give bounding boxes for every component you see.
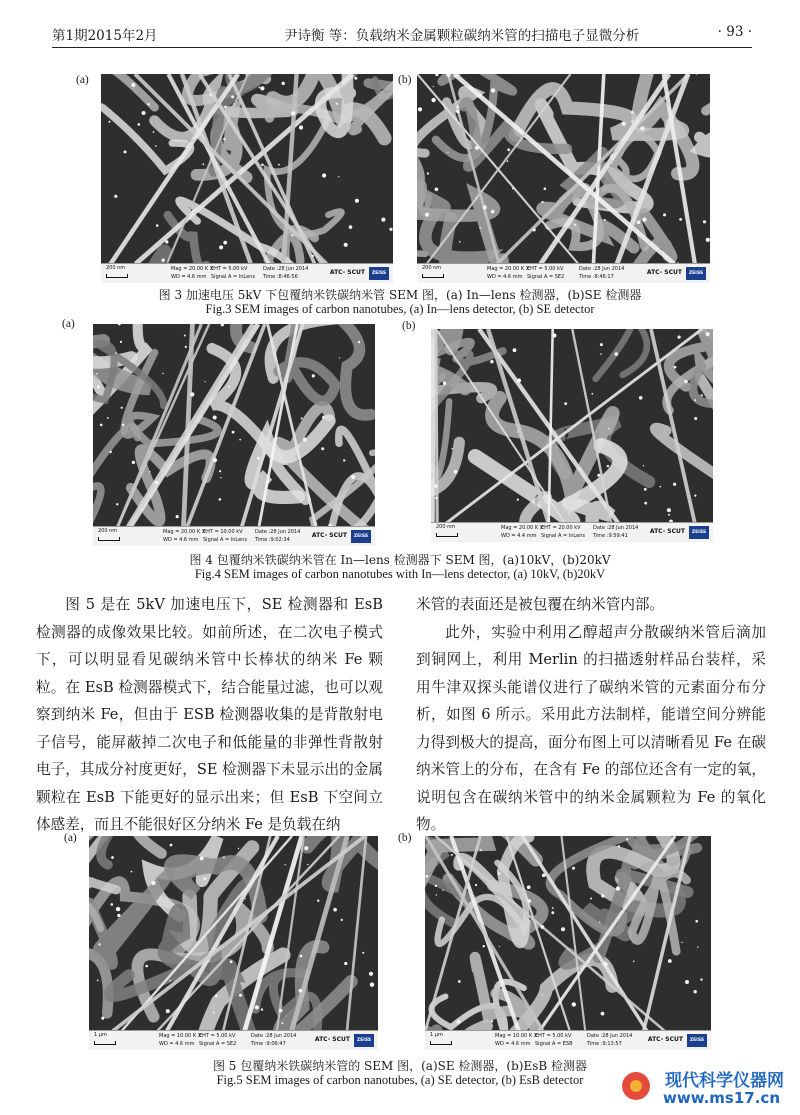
sem-signal: Signal A = InLens	[211, 274, 255, 280]
sem-date: Date :28 Jun 2014	[579, 266, 625, 272]
sem-brand: ZEISS	[686, 267, 706, 280]
sem-data-bar	[417, 263, 710, 283]
scale-bar	[430, 1041, 452, 1045]
sem-mag: Mag = 20.00 K X	[171, 266, 214, 272]
scale-bar	[422, 274, 444, 278]
sem-brand: ZEISS	[689, 526, 709, 539]
sem-signal: Signal A = InLens	[541, 533, 585, 539]
sem-scale: 200 nm	[422, 265, 442, 271]
watermark-url: www.ms17.cn	[662, 1089, 780, 1107]
sem-date: Date :28 Jun 2014	[251, 1033, 297, 1039]
watermark-name: 现代科学仪器网	[665, 1071, 784, 1091]
running-header	[52, 22, 752, 46]
sem-data-bar	[425, 1030, 711, 1050]
sem-brand: ZEISS	[354, 1034, 374, 1047]
sem-data-bar	[89, 1030, 378, 1050]
sem-org: ATC- SCUT	[646, 269, 682, 276]
sem-mag: Mag = 20.00 K X	[163, 529, 206, 535]
sem-signal: Signal A = SE2	[527, 274, 565, 280]
fig5-caption-en: Fig.5 SEM images of carbon nanotubes, (a) SE detector, (b) EsB detector	[216, 1073, 584, 1087]
body-left-column: 图 5 是在 5kV 加速电压下，SE 检测器和 EsB 检测器的成像效果比较。如前所述，在二次电子模式下，可以明显看见碳纳米管中长棒状的纳米 Fe 颗粒。在 EsB 检测器模式下，结合能量过滤，也可以观察到纳米 Fe，但由于 ESB 检测器收集的是背散射电子信号，能屏蔽掉二次电子和低能量的非弹性背散射电子，其成分衬度更好，SE 检测器下未显示出的金属颗粒在 EsB 下能更好的显示出来；但 EsB 下空间立体感差，而且不能很好区分纳米 Fe 是负载在纳	[36, 596, 383, 833]
sem-brand: ZEISS	[369, 267, 389, 280]
sem-scale: 200 nm	[98, 528, 118, 534]
sem-signal: Signal A = ESB	[535, 1041, 573, 1047]
sem-mag: Mag = 20.00 K X	[501, 525, 544, 531]
sem-eht: EHT = 5.00 kV	[211, 266, 248, 272]
sem-time: Time :9:59:41	[593, 533, 628, 539]
sem-wd: WD = 4.6 mm	[159, 1041, 195, 1047]
sem-date: Date :28 Jun 2014	[263, 266, 309, 272]
sem-eht: EHT = 5.00 kV	[527, 266, 564, 272]
scale-bar	[94, 1041, 116, 1045]
fig5-label-a: (a)	[64, 832, 77, 844]
sem-date: Date :28 Jun 2014	[587, 1033, 633, 1039]
fig4-label-b: (b)	[402, 320, 416, 332]
fig4-caption-en: Fig.4 SEM images of carbon nanotubes with In—lens detector, (a) 10kV, (b)20kV	[194, 567, 606, 581]
fig4-micrograph-a	[93, 324, 375, 546]
sem-eht: EHT = 10.00 kV	[203, 529, 243, 535]
sem-wd: WD = 4.6 mm	[495, 1041, 531, 1047]
sem-signal: Signal A = InLens	[203, 537, 247, 543]
sem-brand: ZEISS	[351, 530, 371, 543]
fig4-micrograph-b	[431, 329, 713, 542]
scale-bar	[98, 537, 120, 541]
fig5-caption-cn: 图 5 包覆纳米铁碳纳米管的 SEM 图，(a)SE 检测器，(b)EsB 检测器	[212, 1059, 588, 1073]
page-number: · 93 ·	[717, 24, 752, 40]
fig3-micrograph-a	[101, 74, 393, 283]
body-right-paragraph-1: 米管的表面还是被包覆在纳米管内部。	[416, 596, 665, 613]
sem-eht: EHT = 20.00 kV	[541, 525, 581, 531]
site-watermark	[622, 1066, 792, 1110]
sem-eht: EHT = 5.00 kV	[535, 1033, 572, 1039]
sem-scale: 200 nm	[436, 524, 456, 530]
sem-time: Time :8:46:17	[579, 274, 614, 280]
fig3-label-b: (b)	[398, 74, 412, 86]
watermark-logo-icon	[622, 1072, 650, 1100]
sem-date: Date :28 Jun 2014	[255, 529, 301, 535]
sem-scale: 1 μm	[94, 1032, 107, 1038]
sem-mag: Mag = 10.00 K X	[159, 1033, 202, 1039]
scale-bar	[436, 533, 458, 537]
sem-scale: 200 nm	[106, 265, 126, 271]
sem-wd: WD = 4.4 mm	[501, 533, 537, 539]
sem-wd: WD = 4.6 mm	[171, 274, 207, 280]
sem-eht: EHT = 5.00 kV	[199, 1033, 236, 1039]
sem-org: ATC- SCUT	[649, 528, 685, 535]
sem-time: Time :8:46:56	[263, 274, 298, 280]
journal-issue: 第1期2015年2月	[52, 28, 158, 44]
sem-mag: Mag = 10.00 K X	[495, 1033, 538, 1039]
sem-org: ATC- SCUT	[311, 532, 347, 539]
sem-signal: Signal A = SE2	[199, 1041, 237, 1047]
sem-data-bar	[431, 522, 713, 542]
sem-time: Time :9:13:57	[587, 1041, 622, 1047]
sem-org: ATC- SCUT	[314, 1036, 350, 1043]
scale-bar	[106, 274, 128, 278]
fig3-caption-en: Fig.3 SEM images of carbon nanotubes, (a) In—lens detector, (b) SE detector	[205, 302, 595, 316]
fig3-micrograph-b	[417, 74, 710, 283]
article-title-header: 尹诗衡 等：负载纳米金属颗粒碳纳米管的扫描电子显微分析	[284, 28, 640, 44]
fig5-micrograph-b	[425, 836, 711, 1050]
body-right-paragraph-2: 此外，实验中利用乙醇超声分散碳纳米管后滴加到铜网上，利用 Merlin 的扫描透射样品台装样，采用牛津双探头能谱仪进行了碳纳米管的元素面分布分析，如图 6 所示。采用此方法制样，能谱空间分辨能力得到极大的提高，面分布图上可以清晰看见 Fe 在碳纳米管上的分布，在含有 Fe 的部位还含有一定的氧，说明包含在碳纳米管中的纳米金属颗粒为 Fe 的氧化物。	[416, 623, 766, 833]
sem-brand: ZEISS	[687, 1034, 707, 1047]
fig5-micrograph-a	[89, 836, 378, 1050]
sem-scale: 1 μm	[430, 1032, 443, 1038]
sem-data-bar	[93, 526, 375, 546]
sem-org: ATC- SCUT	[329, 269, 365, 276]
sem-time: Time :9:02:34	[255, 537, 290, 543]
header-rule	[52, 47, 752, 48]
sem-mag: Mag = 20.00 K X	[487, 266, 530, 272]
sem-time: Time :9:06:47	[251, 1041, 286, 1047]
sem-data-bar	[101, 263, 393, 283]
fig4-label-a: (a)	[62, 318, 75, 330]
fig5-label-b: (b)	[398, 832, 412, 844]
fig3-caption-cn: 图 3 加速电压 5kV 下包覆纳米铁碳纳米管 SEM 图，(a) In—lens 检测器，(b)SE 检测器	[158, 288, 642, 302]
fig4-caption-cn: 图 4 包覆纳米铁碳纳米管在 In—lens 检测器下 SEM 图，(a)10kV，(b)20kV	[189, 553, 611, 567]
sem-wd: WD = 4.6 mm	[163, 537, 199, 543]
sem-wd: WD = 4.6 mm	[487, 274, 523, 280]
fig3-label-a: (a)	[76, 74, 89, 86]
sem-org: ATC- SCUT	[647, 1036, 683, 1043]
sem-date: Date :28 Jun 2014	[593, 525, 639, 531]
